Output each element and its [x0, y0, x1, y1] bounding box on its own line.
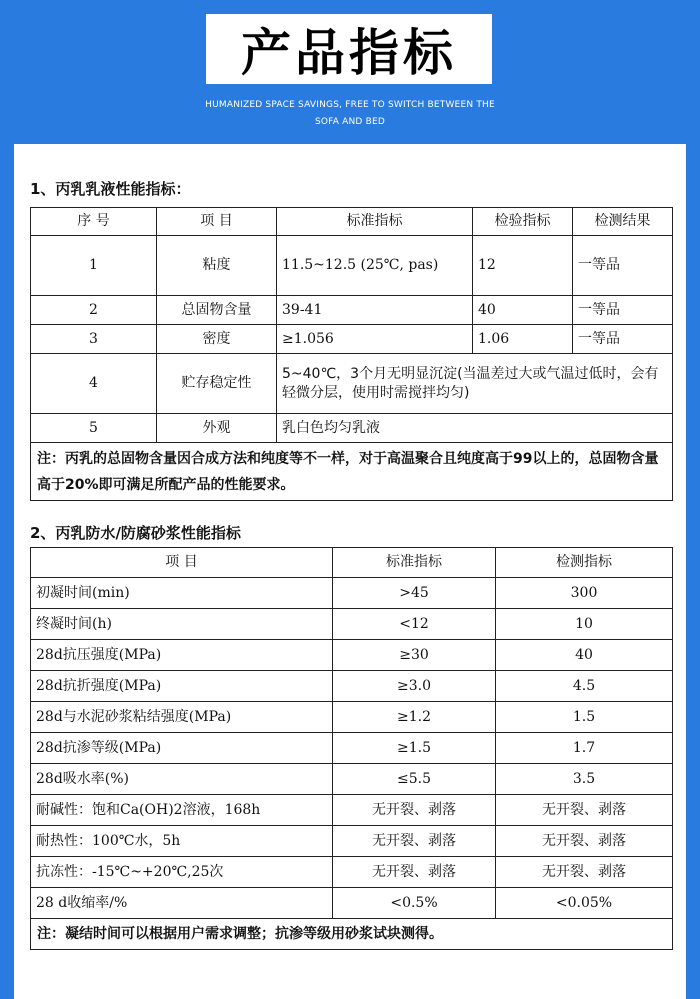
cell-result: 一等品 — [573, 296, 673, 325]
cell-item: 外观 — [157, 414, 277, 443]
cell-standard: 39-41 — [277, 296, 473, 325]
table-row — [31, 826, 673, 857]
subtitle-line-2: SOFA AND BED — [314, 117, 386, 127]
header-cell: 项 目 — [157, 208, 277, 236]
table-row — [31, 609, 673, 640]
cell-item: 贮存稳定性 — [157, 354, 277, 414]
cell-standard: 无开裂、剥落 — [333, 857, 496, 888]
header-cell: 检测结果 — [573, 208, 673, 236]
table-row — [31, 640, 673, 671]
cell-standard: ≥1.5 — [333, 733, 496, 764]
cell-result: 一等品 — [573, 325, 673, 354]
section1-title: 1、丙乳乳液性能指标： — [30, 180, 191, 198]
cell-test: 无开裂、剥落 — [496, 826, 673, 857]
note-row — [31, 443, 673, 501]
table-row — [31, 325, 673, 354]
cell-item: 粘度 — [157, 236, 277, 296]
cell-item: 28d抗折强度(MPa) — [31, 671, 333, 702]
table-row — [31, 414, 673, 443]
section2-note: 注：凝结时间可以根据用户需求调整；抗渗等级用砂浆试块测得。 — [31, 919, 673, 950]
table-row — [31, 795, 673, 826]
cell-standard: <12 — [333, 609, 496, 640]
header-cell: 序 号 — [31, 208, 157, 236]
cell-item: 28d抗压强度(MPa) — [31, 640, 333, 671]
cell-test: 12 — [473, 236, 573, 296]
table-row — [31, 888, 673, 919]
cell-test: 无开裂、剥落 — [496, 857, 673, 888]
table-row — [31, 296, 673, 325]
cell-test: 10 — [496, 609, 673, 640]
latex-spec-table — [30, 207, 673, 501]
cell-standard: 无开裂、剥落 — [333, 826, 496, 857]
cell-index: 4 — [31, 354, 157, 414]
page-title: 产品指标 — [206, 14, 492, 84]
header-cell: 检验指标 — [473, 208, 573, 236]
cell-test: 4.5 — [496, 671, 673, 702]
cell-test: 3.5 — [496, 764, 673, 795]
cell-result: 一等品 — [573, 236, 673, 296]
cell-test: 40 — [473, 296, 573, 325]
cell-item: 初凝时间(min) — [31, 578, 333, 609]
mortar-spec-table — [30, 547, 673, 950]
header-cell: 标准指标 — [333, 548, 496, 578]
section1-note: 注：丙乳的总固物含量因合成方法和纯度等不一样，对于高温聚合且纯度高于99以上的，总固物含量高于20%即可满足所配产品的性能要求。 — [31, 443, 673, 501]
cell-item: 抗冻性：-15℃~+20℃,25次 — [31, 857, 333, 888]
cell-standard-merged: 5~40℃，3个月无明显沉淀(当温差过大或气温过低时，会有轻微分层，使用时需搅拌均匀) — [277, 354, 673, 414]
cell-test: 无开裂、剥落 — [496, 795, 673, 826]
cell-standard: >45 — [333, 578, 496, 609]
cell-item: 耐碱性：饱和Ca(OH)2溶液，168h — [31, 795, 333, 826]
cell-item: 耐热性：100℃水，5h — [31, 826, 333, 857]
cell-item: 总固物含量 — [157, 296, 277, 325]
cell-test: 1.5 — [496, 702, 673, 733]
table-header-row — [31, 208, 673, 236]
cell-standard-merged: 乳白色均匀乳液 — [277, 414, 673, 443]
cell-index: 1 — [31, 236, 157, 296]
header-cell: 检测指标 — [496, 548, 673, 578]
table-row — [31, 671, 673, 702]
cell-item: 28d吸水率(%) — [31, 764, 333, 795]
cell-standard: ≥3.0 — [333, 671, 496, 702]
subtitle — [150, 97, 550, 131]
table-row — [31, 236, 673, 296]
cell-item: 28d抗渗等级(MPa) — [31, 733, 333, 764]
cell-standard: 无开裂、剥落 — [333, 795, 496, 826]
cell-test: 300 — [496, 578, 673, 609]
cell-standard: ≥1.2 — [333, 702, 496, 733]
cell-standard: ≥30 — [333, 640, 496, 671]
cell-standard: ≤5.5 — [333, 764, 496, 795]
cell-item: 28 d收缩率/% — [31, 888, 333, 919]
cell-test: 1.7 — [496, 733, 673, 764]
cell-standard: 11.5~12.5 (25℃, pas) — [277, 236, 473, 296]
cell-item: 终凝时间(h) — [31, 609, 333, 640]
cell-test: <0.05% — [496, 888, 673, 919]
header-cell: 标准指标 — [277, 208, 473, 236]
cell-item: 28d与水泥砂浆粘结强度(MPa) — [31, 702, 333, 733]
table-row — [31, 702, 673, 733]
note-row — [31, 919, 673, 950]
cell-standard: <0.5% — [333, 888, 496, 919]
cell-standard: ≥1.056 — [277, 325, 473, 354]
cell-item: 密度 — [157, 325, 277, 354]
table-row — [31, 764, 673, 795]
table-header-row — [31, 548, 673, 578]
subtitle-line-1: HUMANIZED SPACE SAVINGS, FREE TO SWITCH BETWEEN THE — [205, 100, 495, 110]
cell-index: 5 — [31, 414, 157, 443]
table-row — [31, 354, 673, 414]
table-row — [31, 857, 673, 888]
table-row — [31, 578, 673, 609]
table-row — [31, 733, 673, 764]
cell-index: 3 — [31, 325, 157, 354]
cell-test: 40 — [496, 640, 673, 671]
spec-sheet — [14, 144, 686, 999]
cell-test: 1.06 — [473, 325, 573, 354]
cell-index: 2 — [31, 296, 157, 325]
section2-title: 2、丙乳防水/防腐砂浆性能指标 — [30, 524, 241, 542]
header-cell: 项 目 — [31, 548, 333, 578]
